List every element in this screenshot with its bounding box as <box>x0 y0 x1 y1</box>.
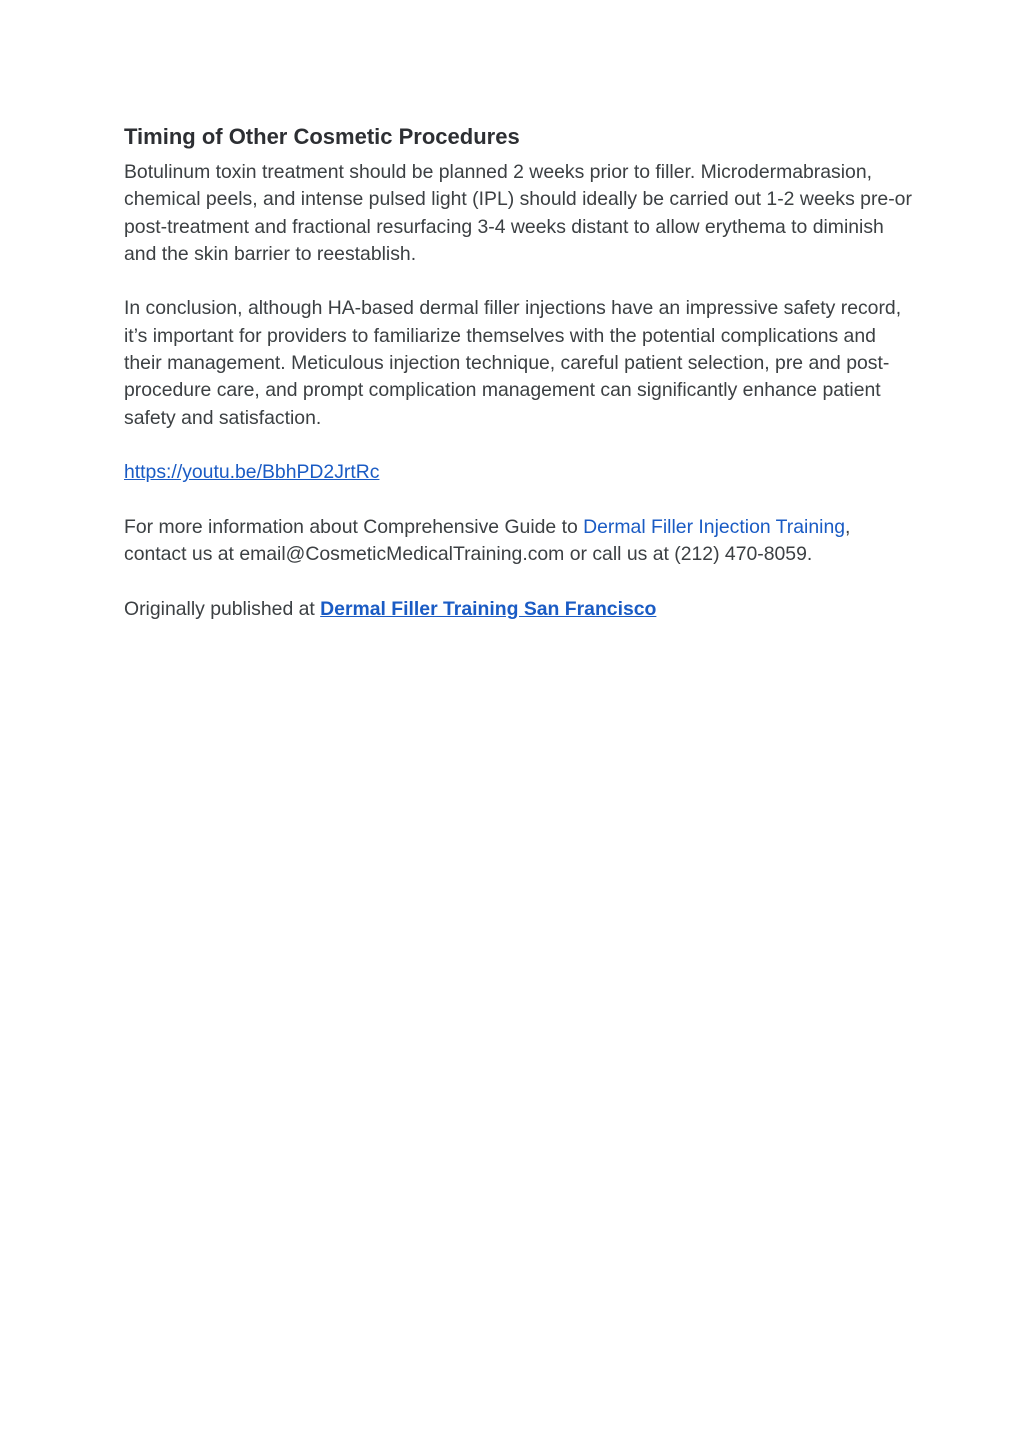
contact-prefix: For more information about Comprehensive Guide to <box>124 515 584 538</box>
dermal-filler-injection-training-link[interactable]: Dermal Filler Injection Training <box>583 515 846 538</box>
published-paragraph <box>124 596 914 623</box>
paragraph-spacer <box>124 487 914 514</box>
video-link[interactable]: https://youtu.be/BbhPD2JrtRc <box>124 461 380 484</box>
paragraph-spacer <box>124 268 914 295</box>
timing-paragraph: Botulinum toxin treatment should be planned 2 weeks prior to filler. Microdermabrasion, chemical peels, and intense pulsed light (IPL) should ideally be carried out 1-2 weeks pre-or post-treatment and fractional resurfacing 3-4 weeks distant to allow erythema to diminish and the skin barrier to reestablish. <box>124 161 912 265</box>
paragraph-spacer <box>124 568 914 595</box>
published-prefix: Originally published at <box>124 597 321 620</box>
paragraph-spacer <box>124 432 914 459</box>
conclusion-paragraph: In conclusion, although HA-based dermal filler injections have an impressive safety record, it’s important for providers to familiarize themselves with the potential complications and their management. Meticulous injection technique, careful patient selection, pre and post-procedure care, and prompt complication management can significantly enhance patient safety and satisfaction. <box>124 297 902 429</box>
document-page <box>124 122 914 623</box>
section-heading: Timing of Other Cosmetic Procedures <box>124 124 520 149</box>
contact-suffix: , contact us at email@CosmeticMedicalTraining.com or call us at (212) 470-8059. <box>124 515 851 566</box>
contact-paragraph <box>124 514 914 569</box>
dermal-filler-training-san-francisco-link[interactable]: Dermal Filler Training San Francisco <box>320 597 657 620</box>
video-paragraph <box>124 459 914 486</box>
